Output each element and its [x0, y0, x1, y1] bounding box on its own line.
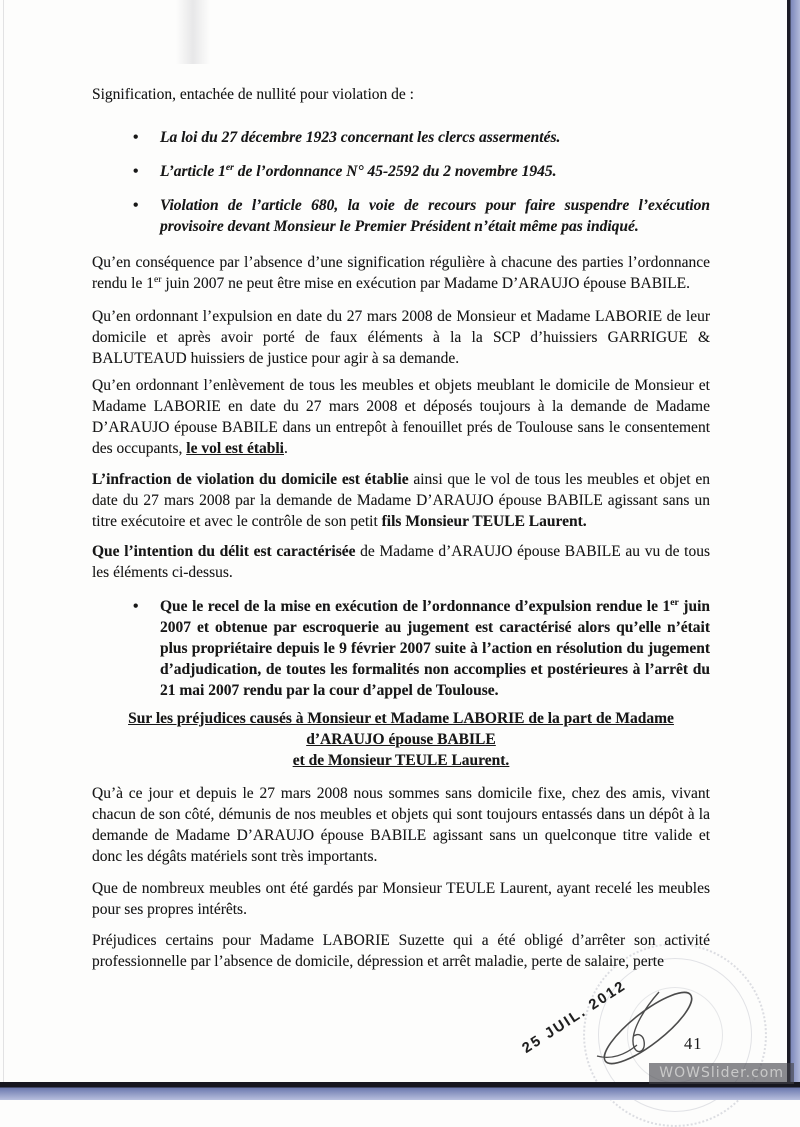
text-run: .: [283, 440, 288, 457]
text-run: ainsi que le vol de tous les meubles et objet en date du 27 mars 2008 par la demande de Madame D’ARAUJO épouse BABILE agissant sans un titre exécutoire et avec le contrôle de son petit: [92, 471, 710, 530]
text-run: de Madame d’ARAUJO épouse BABILE au vu de tous les éléments ci-dessus.: [92, 543, 710, 581]
text-run: juin 2007 et obtenue par escroquerie au jugement est caractérisé alors qu’elle n’était plus propriétaire depuis le 9 février 2007 suite à l’action en résolution du jugement d’adjudication, de toutes les formalités non accomplies et postérieures à l’arrêt du 21 mai 2007 rendu par la cour d’appel de Toulouse.: [160, 598, 710, 699]
bullet-text: La loi du 27 décembre 1923 concernant les clercs assermentés.: [160, 129, 561, 146]
intro-line: Signification, entachée de nullité pour violation de :: [92, 86, 414, 103]
text-run-bold: Que l’intention du délit est caractérisée: [92, 543, 356, 560]
nullity-bullet-list: [133, 127, 710, 237]
page-number: 41: [684, 1034, 703, 1053]
bullet-icon: •: [133, 598, 139, 615]
paragraph-meubles-gardes: Que de nombreux meubles ont été gardés par Monsieur TEULE Laurent, ayant recelé les meubles pour ses propres intérêts.: [92, 880, 710, 918]
bullet-text: Violation de l’article 680, la voie de recours pour faire suspendre l’exécution provisoire devant Monsieur le Premier Président n’était même pas indiqué.: [160, 197, 710, 235]
bullet-icon: •: [133, 163, 139, 180]
slider-frame-right: [787, 0, 800, 1100]
date-stamp: 25 JUIL. 2012: [519, 977, 630, 1057]
text-run: de l’ordonnance N° 45-2592 du 2 novembre 1945.: [233, 163, 557, 180]
slider-frame-bottom: [0, 1082, 800, 1100]
list-item: [133, 161, 710, 182]
text-run: Que le recel de la mise en exécution de l’ordonnance d’expulsion rendue le 1: [160, 598, 671, 615]
superscript: er: [670, 596, 679, 608]
scan-streak: [176, 0, 210, 64]
paragraph-prejudices: Préjudices certains pour Madame LABORIE Suzette qui a été obligé d’arrêter son activité professionnelle par l’absence de domicile, dépression et arrêt maladie, perte de salaire, perte: [92, 932, 710, 970]
paragraph-expulsion: Qu’en ordonnant l’expulsion en date du 27 mars 2008 de Monsieur et Madame LABORIE de leur domicile et après avoir porté de faux éléments à la la SCP d’huissiers GARRIGUE & BALUTEAUD huissiers de justice pour agir à sa demande.: [92, 308, 710, 367]
text-run-bold-underline: le vol est établi: [186, 440, 284, 457]
text-run: Qu’en ordonnant l’enlèvement de tous les meubles et objets meublant le domicile de Monsieur et Madame LABORIE en date du 27 mars 2008 et déposés toujours à la demande de Madame D’ARAUJO épouse BABILE dans un entrepôt à fenouillet prés de Toulouse sans le consentement des occupants,: [92, 377, 710, 457]
superscript: er: [225, 161, 234, 173]
document-body: [92, 84, 710, 972]
text-run-bold: fils Monsieur TEULE Laurent.: [381, 513, 587, 530]
bullet-icon: •: [133, 129, 139, 146]
paragraph-infraction: [92, 469, 710, 532]
text-run: Qu’en conséquence par l’absence d’une signification régulière à chacune des parties l’ordonnance rendu le 1: [92, 254, 710, 292]
scan-edge-line: [3, 0, 4, 1100]
list-item: [133, 127, 710, 148]
superscript: er: [153, 273, 162, 285]
text-run: juin 2007 ne peut être mise en exécution par Madame D’ARAUJO épouse BABILE.: [161, 275, 691, 292]
paragraph-intention: [92, 541, 710, 583]
text-run: L’article 1: [160, 163, 226, 180]
paragraph-enlevement: [92, 375, 710, 459]
watermark-link[interactable]: WOWSlider.com: [649, 1063, 794, 1084]
paragraph-sans-domicile: Qu’à ce jour et depuis le 27 mars 2008 nous sommes sans domicile fixe, chez des amis, vivant chacun de son côté, démunis de nos meubles et objets qui sont toujours entassés dans un dépôt à la demande de Madame D’ARAUJO épouse BABILE agissant sans un quelconque titre valide et donc les dégâts matériels sont très importants.: [92, 785, 710, 865]
heading-line: et de Monsieur TEULE Laurent.: [292, 752, 510, 769]
bullet-text: [160, 596, 710, 701]
paragraph-signification: [92, 252, 710, 294]
section-heading: [92, 708, 710, 771]
bullet-text: [160, 161, 557, 182]
heading-line: d’ARAUJO épouse BABILE: [306, 731, 496, 748]
list-item-recel: [133, 596, 710, 701]
bullet-icon: •: [133, 197, 139, 214]
list-item: [133, 195, 710, 237]
heading-line: Sur les préjudices causés à Monsieur et Madame LABORIE de la part de Madame: [128, 710, 674, 727]
text-run-bold: L’infraction de violation du domicile est établie: [92, 471, 409, 488]
